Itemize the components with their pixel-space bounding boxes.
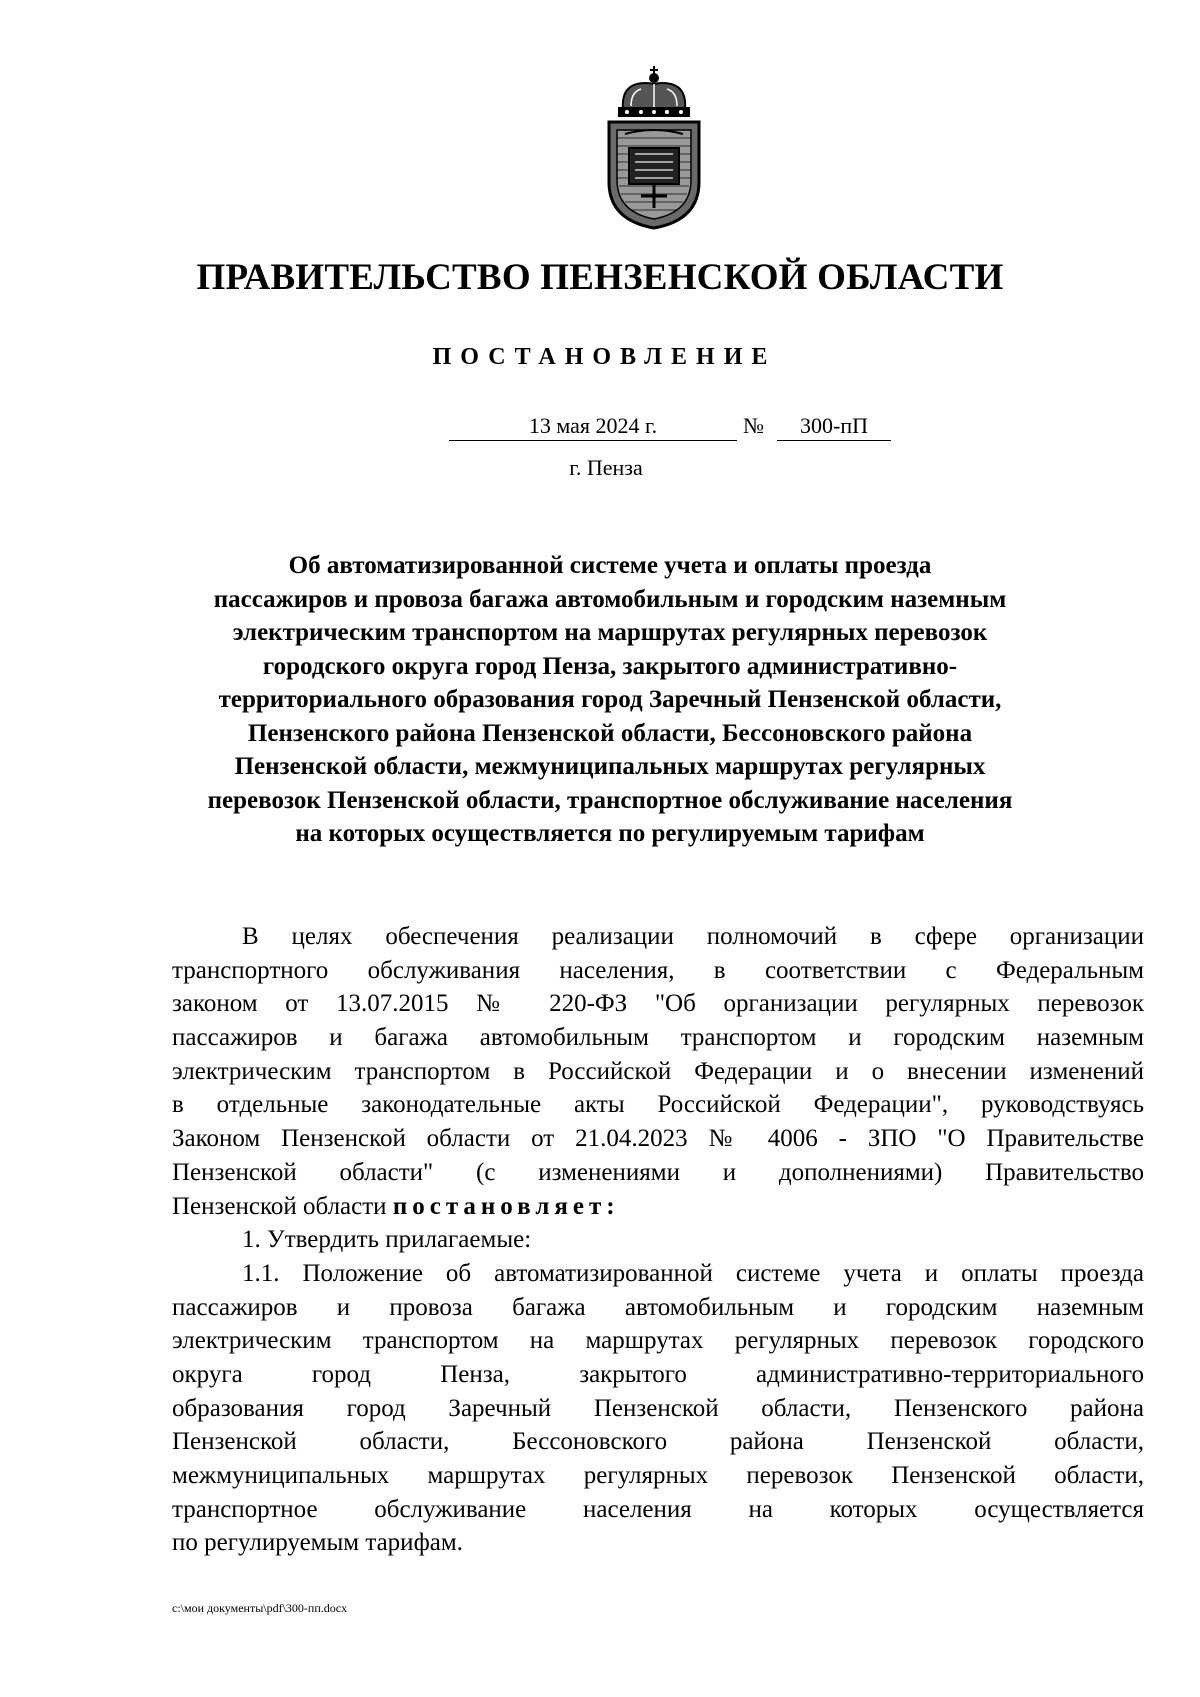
subject-line: электрическим транспортом на маршрутах регулярных перевозок xyxy=(232,619,988,646)
date-number-row xyxy=(0,413,1200,447)
item-1-1-line: межмуниципальных маршрутах регулярных перевозок Пензенской области, xyxy=(172,1462,1144,1489)
preamble-line: законом от 13.07.2015 № 220-ФЗ "Об организации регулярных перевозок xyxy=(172,990,1144,1018)
subject-line: Об автоматизированной системе учета и оплаты проезда xyxy=(288,552,932,579)
preamble-line: Законом Пензенской области от 21.04.2023 № 4006 - ЗПО "О Правительстве xyxy=(172,1125,1144,1153)
item-1-1-line: транспортное обслуживание населения на которых осуществляется xyxy=(172,1495,1144,1523)
subject-line: перевозок Пензенской области, транспортное обслуживание населения xyxy=(207,786,1013,814)
item-1-1-line: электрическим транспортом на маршрутах регулярных перевозок городского xyxy=(172,1327,1144,1355)
preamble-line: в отдельные законодательные акты Российской Федерации", руководствуясь xyxy=(172,1091,1144,1119)
item-1-1-line: округа город Пенза, закрытого административно-территориального xyxy=(172,1360,1144,1388)
item-1-1-line: Пензенской области, Бессоновского района Пензенской области, xyxy=(172,1428,1144,1456)
city-name: г. Пенза xyxy=(569,455,643,480)
subject-line: Пензенского района Пензенской области, Бессоновского района xyxy=(247,719,973,747)
subject-line: территориального образования город Заречный Пензенской области, xyxy=(218,686,1002,713)
item-1-1-line: по регулируемым тарифам. xyxy=(172,1529,463,1557)
preamble-last-line xyxy=(172,1190,1144,1224)
document-subject xyxy=(180,549,1040,851)
resolution-keyword: постановляет: xyxy=(392,1192,620,1220)
document-number: 300-пП xyxy=(777,413,891,441)
government-name: ПРАВИТЕЛЬСТВО ПЕНЗЕНСКОЙ ОБЛАСТИ xyxy=(196,257,1004,298)
subject-line: городского округа город Пенза, закрытого административно- xyxy=(262,652,958,680)
preamble-last-text: Пензенской области xyxy=(172,1192,393,1220)
subject-line: на которых осуществляется по регулируемым тарифам xyxy=(295,820,925,847)
preamble-line: В целях обеспечения реализации полномочий в сфере организации xyxy=(242,923,1144,950)
document-date: 13 мая 2024 г. xyxy=(449,413,737,441)
document-body xyxy=(172,920,1144,1560)
item-1: 1. Утвердить прилагаемые: xyxy=(242,1226,532,1254)
preamble-line: пассажиров и багажа автомобильным транспортом и городским наземным xyxy=(172,1024,1144,1052)
file-path-footer: c:\мои документы\pdf\300-пп.docx xyxy=(172,1601,348,1615)
item-1-1-line: 1.1. Положение об автоматизированной системе учета и оплаты проезда xyxy=(242,1259,1144,1287)
subject-line: Пензенской области, межмуниципальных маршрутах регулярных xyxy=(234,753,986,780)
preamble-line: Пензенской области" (с изменениями и дополнениями) Правительство xyxy=(172,1158,1144,1186)
subject-line: пассажиров и провоза багажа автомобильным и городским наземным xyxy=(213,585,1007,613)
number-sign: № xyxy=(743,413,764,438)
coat-of-arms-icon xyxy=(601,62,707,232)
document-type: ПОСТАНОВЛЕНИЕ xyxy=(432,344,777,370)
item-1-1-line: образования город Заречный Пензенской области, Пензенского района xyxy=(172,1394,1144,1422)
item-1-1-line: пассажиров и провоза багажа автомобильным и городским наземным xyxy=(172,1293,1144,1321)
preamble-line: транспортного обслуживания населения, в соответствии с Федеральным xyxy=(172,956,1144,984)
preamble-line: электрическим транспортом в Российской Федерации и о внесении изменений xyxy=(172,1057,1144,1085)
